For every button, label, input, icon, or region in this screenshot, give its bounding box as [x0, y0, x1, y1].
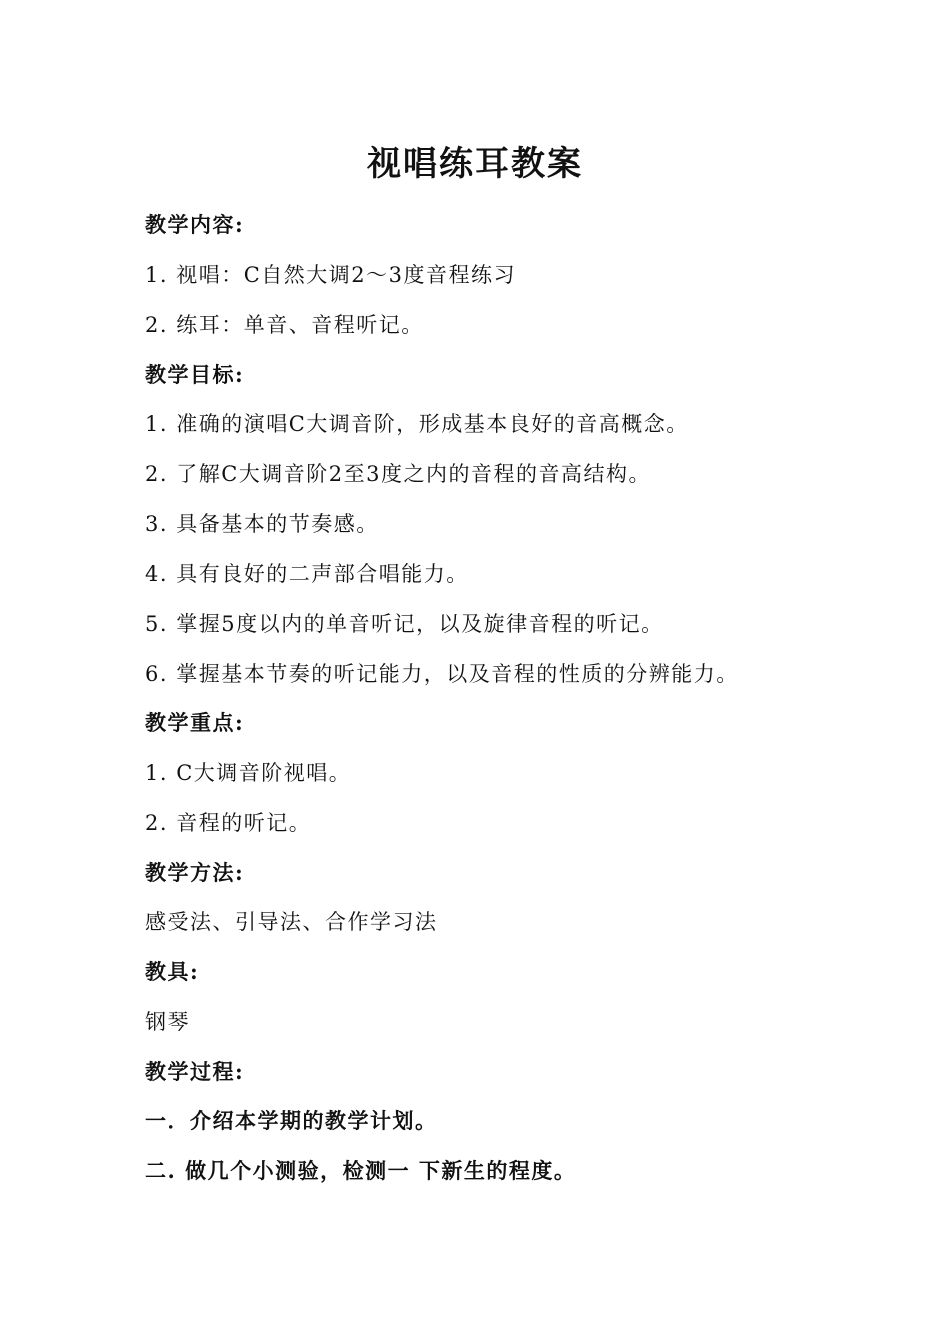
heading-teaching-content: 教学内容:	[145, 212, 245, 237]
heading-key-points: 教学重点:	[145, 710, 245, 735]
goal-item-2: 2. 了解C大调音阶2至3度之内的音程的音高结构。	[145, 462, 651, 486]
content-item-1: 1. 视唱：C自然大调2～3度音程练习	[145, 263, 516, 287]
goal-item-5: 5. 掌握5度以内的单音听记，以及旋律音程的听记。	[145, 612, 664, 636]
key-point-item-2: 2. 音程的听记。	[145, 811, 312, 835]
goal-item-6: 6. 掌握基本节奏的听记能力，以及音程的性质的分辨能力。	[145, 662, 739, 686]
heading-teaching-tools: 教具:	[145, 959, 200, 984]
goal-item-3: 3. 具备基本的节奏感。	[145, 512, 379, 536]
heading-teaching-goals: 教学目标:	[145, 362, 245, 387]
goal-item-1: 1. 准确的演唱C大调音阶，形成基本良好的音高概念。	[145, 412, 689, 436]
key-point-item-1: 1. C大调音阶视唱。	[145, 761, 352, 785]
methods-text: 感受法、引导法、合作学习法	[145, 910, 438, 934]
process-item-2: 二. 做几个小测验，检测一 下新生的程度。	[145, 1158, 577, 1183]
heading-teaching-methods: 教学方法:	[145, 860, 245, 885]
process-item-1: 一．介绍本学期的教学计划。	[145, 1108, 438, 1133]
heading-teaching-process: 教学过程:	[145, 1059, 245, 1084]
document-title: 视唱练耳教案	[367, 144, 583, 184]
content-item-2: 2. 练耳：单音、音程听记。	[145, 313, 424, 337]
goal-item-4: 4. 具有良好的二声部合唱能力。	[145, 562, 469, 586]
tools-text: 钢琴	[145, 1010, 190, 1034]
